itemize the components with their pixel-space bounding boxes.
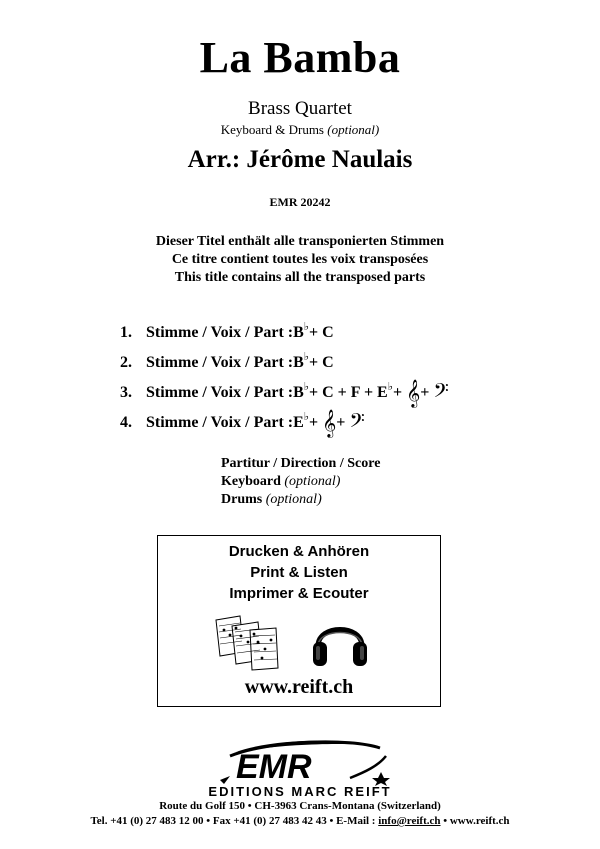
flat-icon: ♭ — [303, 349, 309, 363]
headphones-icon — [310, 612, 370, 670]
part-plus: + — [420, 384, 430, 401]
instrumentation-optional: (optional) — [327, 122, 380, 137]
bass-clef-icon: 𝄢 — [433, 379, 449, 407]
website-link[interactable]: www.reift.ch — [244, 676, 354, 698]
note-french: Ce titre contient toutes les voix transposées — [171, 252, 429, 267]
part-label: Stimme / Voix / Part : — [146, 384, 294, 401]
part-key: B — [293, 354, 304, 371]
part-label: Stimme / Voix / Part : — [146, 414, 294, 431]
part-plus: + — [336, 414, 346, 431]
parts-list — [120, 318, 449, 438]
score-label: Partitur / Direction / Score — [221, 456, 381, 471]
part-row-4 — [120, 408, 449, 438]
arranger: Arr.: Jérôme Naulais — [187, 146, 413, 173]
part-number: 2. — [120, 354, 132, 371]
sheet-music-icon — [210, 614, 282, 672]
catalog-number: EMR 20242 — [269, 195, 331, 209]
part-label: Stimme / Voix / Part : — [146, 324, 294, 341]
part-plus: + — [308, 414, 319, 431]
note-german: Dieser Titel enthält alle transponierten Stimmen — [155, 234, 445, 249]
part-plus: + — [392, 384, 403, 401]
publisher-name: EDITIONS MARC REIFT — [208, 784, 392, 799]
bass-clef-icon: 𝄢 — [349, 409, 365, 437]
part-number: 1. — [120, 324, 132, 341]
instrumentation — [0, 122, 600, 138]
flat-icon: ♭ — [303, 379, 309, 393]
contents-keyboard — [221, 474, 380, 492]
part-number: 4. — [120, 414, 132, 431]
emr-logo-icon — [200, 738, 400, 786]
keyboard-optional: (optional) — [284, 474, 341, 489]
instrumentation-text: Keyboard & Drums — [220, 122, 324, 137]
part-key: B — [293, 384, 304, 401]
contents-list — [221, 456, 380, 510]
page-title: La Bamba — [199, 33, 401, 82]
logo-text: EMR — [236, 748, 312, 786]
promo-line-french: Imprimer & Ecouter — [229, 585, 369, 602]
contents-score — [221, 456, 380, 474]
email-link[interactable]: info@reift.ch — [378, 815, 441, 827]
contact-phone-fax: Tel. +41 (0) 27 483 12 00 • Fax +41 (0) 27 483 42 43 • E-Mail : — [90, 815, 379, 827]
publisher-contact — [0, 815, 600, 827]
treble-clef-icon: 𝄞 — [406, 379, 421, 407]
keyboard-label: Keyboard — [221, 474, 281, 489]
promo-line-english: Print & Listen — [250, 564, 348, 581]
flat-icon: ♭ — [387, 379, 393, 393]
promo-line-german: Drucken & Anhören — [228, 543, 370, 560]
part-key: B — [293, 324, 304, 341]
part-number: 3. — [120, 384, 132, 401]
note-english: This title contains all the transposed parts — [174, 270, 426, 285]
part-row-1 — [120, 318, 449, 348]
part-rest: + C — [308, 324, 334, 341]
contact-website[interactable]: • www.reift.ch — [440, 815, 510, 827]
promo-box — [157, 535, 441, 707]
flat-icon: ♭ — [303, 319, 309, 333]
part-rest: + C — [308, 354, 334, 371]
part-row-2 — [120, 348, 449, 378]
subtitle: Brass Quartet — [248, 98, 352, 119]
publisher-address: Route du Golf 150 • CH-3963 Crans-Montana (Switzerland) — [159, 800, 441, 812]
treble-clef-icon: 𝄞 — [322, 409, 337, 437]
drums-label: Drums — [221, 492, 263, 507]
part-row-3 — [120, 378, 449, 408]
part-rest: + C + F + E — [308, 384, 388, 401]
part-label: Stimme / Voix / Part : — [146, 354, 294, 371]
flat-icon: ♭ — [303, 409, 309, 423]
contents-drums — [221, 492, 380, 510]
part-key: E — [293, 414, 304, 431]
drums-optional: (optional) — [265, 492, 322, 507]
